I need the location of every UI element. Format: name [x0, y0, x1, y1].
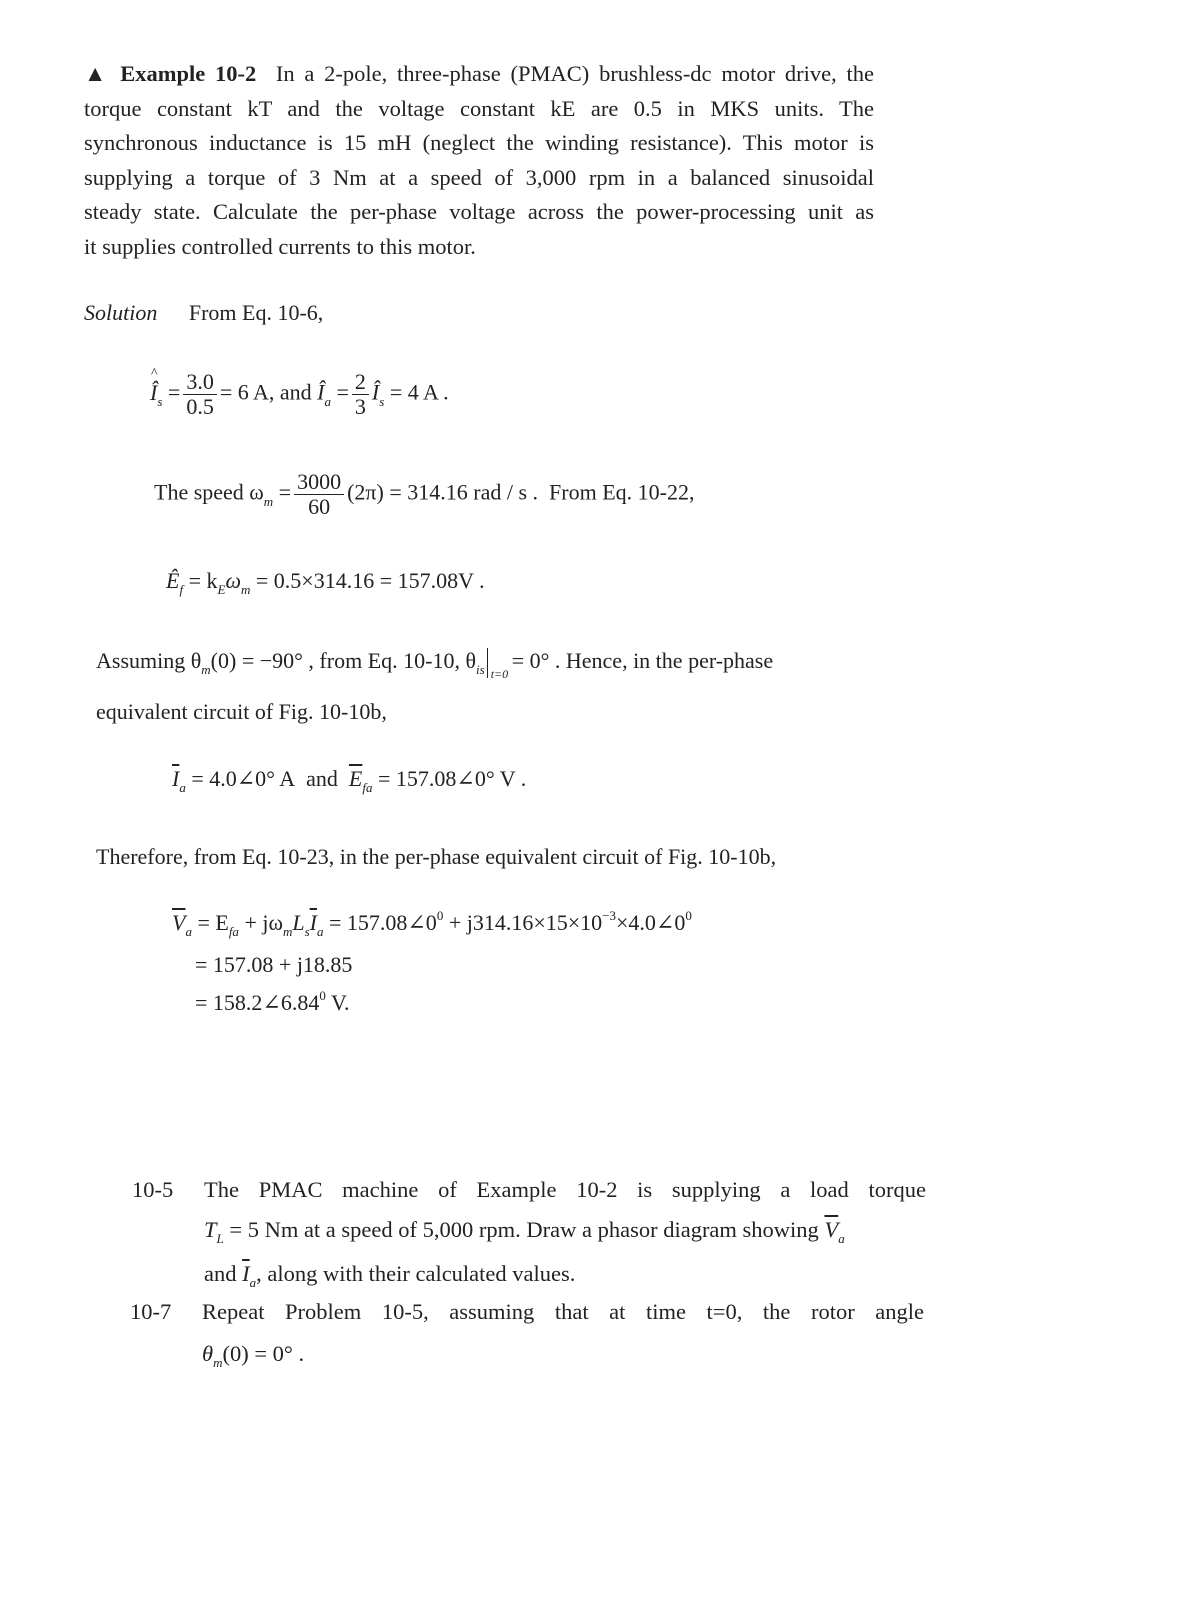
- fraction-speed: $\frac{3000}{60}$: [294, 470, 344, 519]
- problem-10-5-line-2: $T_L = 5$ Nm at a speed of 5,000 rpm. Draw a phasor diagram showing $\overline{V}_a$: [204, 1217, 845, 1246]
- problem-10-7-line-1: Repeat Problem 10-5, assuming that at time t=0, the rotor angle: [202, 1299, 924, 1324]
- example-marker: ▲: [84, 61, 111, 86]
- example-title: Example 10-2: [120, 61, 257, 86]
- example-line-4: supplying a torque of 3 Nm at a speed of 3,000 rpm in a balanced sinusoidal: [84, 164, 874, 190]
- problem-10-5-line-1: The PMAC machine of Example 10-2 is supplying a load torque: [204, 1177, 926, 1202]
- evaluation-bar: t=0: [487, 648, 488, 678]
- fraction-current: $\frac{3.0}{0.5}$: [183, 370, 217, 419]
- problem-10-5-number: 10-5: [132, 1177, 174, 1202]
- solution-label: Solution: [84, 300, 158, 325]
- example-line-5: steady state. Calculate the per-phase voltage across the power-processing unit as: [84, 199, 874, 224]
- example-line-6: it supplies controlled currents to this motor.: [84, 233, 476, 259]
- assumption-line: Assuming $\theta_m(0) = -90^\circ$ , from Eq. 10-10, $\theta_{is}$ t=0 = 0° . Hence, in the per-phase: [96, 648, 774, 681]
- problem-10-7-number: 10-7: [130, 1299, 172, 1324]
- assumption-line-2: equivalent circuit of Fig. 10-10b,: [96, 699, 387, 724]
- va-equation-line-3: = $158.2\angle 6.84^0$ V.: [195, 988, 350, 1015]
- current-equation: ^ $Î_s$ = $\frac{3.0}{0.5}$ = 6 A, and $Î_a$ = $\frac{2}{3}$ $Î_s = 4$ A .: [150, 370, 449, 419]
- fraction-two-thirds: $\frac{2}{3}$: [352, 370, 369, 419]
- solution-heading: [84, 296, 323, 330]
- ef-equation: $Ê_f = k_E\omega_m = 0.5\times 314.16 = 157.08V$ .: [166, 568, 485, 597]
- solution-intro: From Eq. 10-6,: [188, 300, 324, 325]
- example-line-2: torque constant kT and the voltage constant kE are 0.5 in MKS units. The: [84, 95, 874, 121]
- phasor-values: $\overline{I}_a$ = 4.0∠0° A and $\overline{E}_{fa}$ = 157.08∠0° V .: [172, 766, 527, 795]
- therefore-line: Therefore, from Eq. 10-23, in the per-phase equivalent circuit of Fig. 10-10b,: [96, 844, 777, 869]
- va-equation-line-1: $\overline{V}_a = E_{fa} + j\omega_mL_s\overline{I}_a$ = $157.08\angle 0^0$ + $j314.16\times 15\times 10^{-3}\times 4.0\angle 0^0$: [172, 908, 692, 939]
- problem-10-5-line-3: and $\overline{I}_a$, along with their calculated values.: [204, 1261, 576, 1290]
- problem-10-7-line-2: $\theta_m(0) = 0^\circ$ .: [202, 1341, 305, 1370]
- example-paragraph: [84, 57, 874, 264]
- example-line-1: ▲ Example 10-2 In a 2-pole, three-phase (PMAC) brushless-dc motor drive, the: [84, 61, 874, 86]
- example-line-3: synchronous inductance is 15 mH (neglect the winding resistance). This motor is: [84, 130, 874, 155]
- va-equation-line-2: = 157.08 + j18.85: [195, 952, 353, 977]
- speed-equation: The speed $\omega_m$ = $\frac{3000}{60}$ (2π) = 314.16 rad / s . From Eq. 10-22,: [154, 469, 695, 519]
